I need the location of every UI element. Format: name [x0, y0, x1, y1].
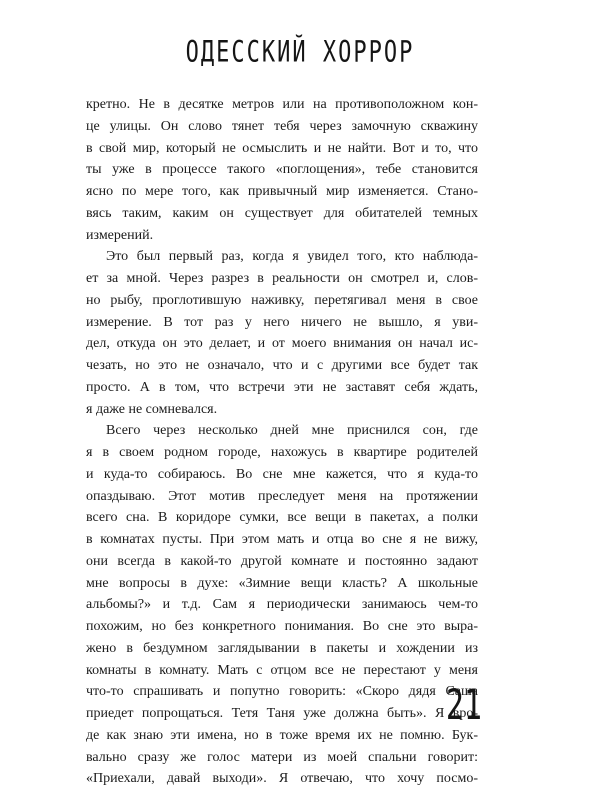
text-line: це улицы. Он слово тянет тебя через замочную скважину — [86, 118, 478, 134]
text-line: Это был первый раз, когда я увидел того, кто наблюда- — [106, 249, 478, 265]
text-line: вально сразу же голос матери из моей спальни говорит: — [86, 749, 478, 765]
text-line: Всего через несколько дней мне приснился сон, где — [106, 423, 478, 439]
text-line: они всегда в какой-то другой комнате и постоянно задают — [86, 553, 478, 569]
text-line: ты уже в процессе такого «поглощения», тебе становится — [86, 162, 478, 178]
running-title: ОДЕССКИЙ ХОРРОР — [185, 36, 415, 70]
text-line: в свой мир, который не осмыслить и не найти. Вот и то, что — [86, 140, 478, 156]
text-line: де как знаю эти имена, но в тоже время их не помню. Бук- — [86, 727, 478, 743]
text-line: вясь таким, каким он существует для обитателей темных — [86, 205, 478, 221]
text-line: мне вопросы в духе: «Зимние вещи класть? А школьные — [86, 575, 478, 591]
text-line: я в своем родном городе, нахожусь в квартире родителей — [86, 445, 478, 460]
text-line: я даже не сомневался. — [86, 401, 218, 417]
text-line: но рыбу, проглотившую наживку, перетягивал меня в свое — [86, 292, 478, 308]
text-line: приедет попрощаться. Тетя Таня уже должна быть». Я вро- — [86, 706, 478, 721]
text-line: что-то спрашивать и попутно говорить: «Скоро дядя Саша — [86, 684, 478, 700]
text-line: кретно. Не в десятке метров или на противоположном кон- — [86, 97, 478, 112]
text-line: в комнатах пусты. При этом мать и отца во сне я не вижу, — [86, 532, 478, 547]
text-line: альбомы?» и т.д. Сам я периодически занимаюсь чем-то — [86, 597, 478, 613]
text-line: ясно по мере того, как привычный мир изменяется. Стано- — [86, 184, 478, 199]
text-line: всего сна. В коридоре сумки, все вещи в пакетах, а полки — [86, 510, 478, 526]
text-line: измерений. — [86, 227, 154, 243]
text-line: чезать, но это не означало, что и с другими все будет так — [86, 358, 478, 373]
text-line: измерение. В тот раз у него ничего не вышло, я уви- — [86, 314, 478, 330]
text-line: просто. А в том, что встречи эти не заставят себя ждать, — [86, 379, 478, 395]
text-line: «Приехали, давай выходи». Я отвечаю, что хочу посмо- — [86, 771, 478, 787]
text-line: комнаты в комнату. Мать с отцом все не перестают у меня — [86, 662, 478, 678]
text-line: и куда-то собираюсь. Во сне мне кажется, что я куда-то — [86, 466, 478, 482]
text-line: жено в бездумном заглядывании в пакеты и хождении из — [86, 640, 478, 656]
text-line: ет за мной. Через разрез в реальности он смотрел и, слов- — [86, 271, 478, 286]
text-line: дел, откуда он это делает, и от моего внимания он начал ис- — [86, 336, 478, 352]
body-text — [86, 94, 478, 790]
text-line: похожим, но без конкретного понимания. Во сне это выра- — [86, 619, 478, 634]
page-number: 21 — [445, 681, 482, 730]
text-line: опаздываю. Этот мотив преследует меня на протяжении — [86, 488, 478, 504]
